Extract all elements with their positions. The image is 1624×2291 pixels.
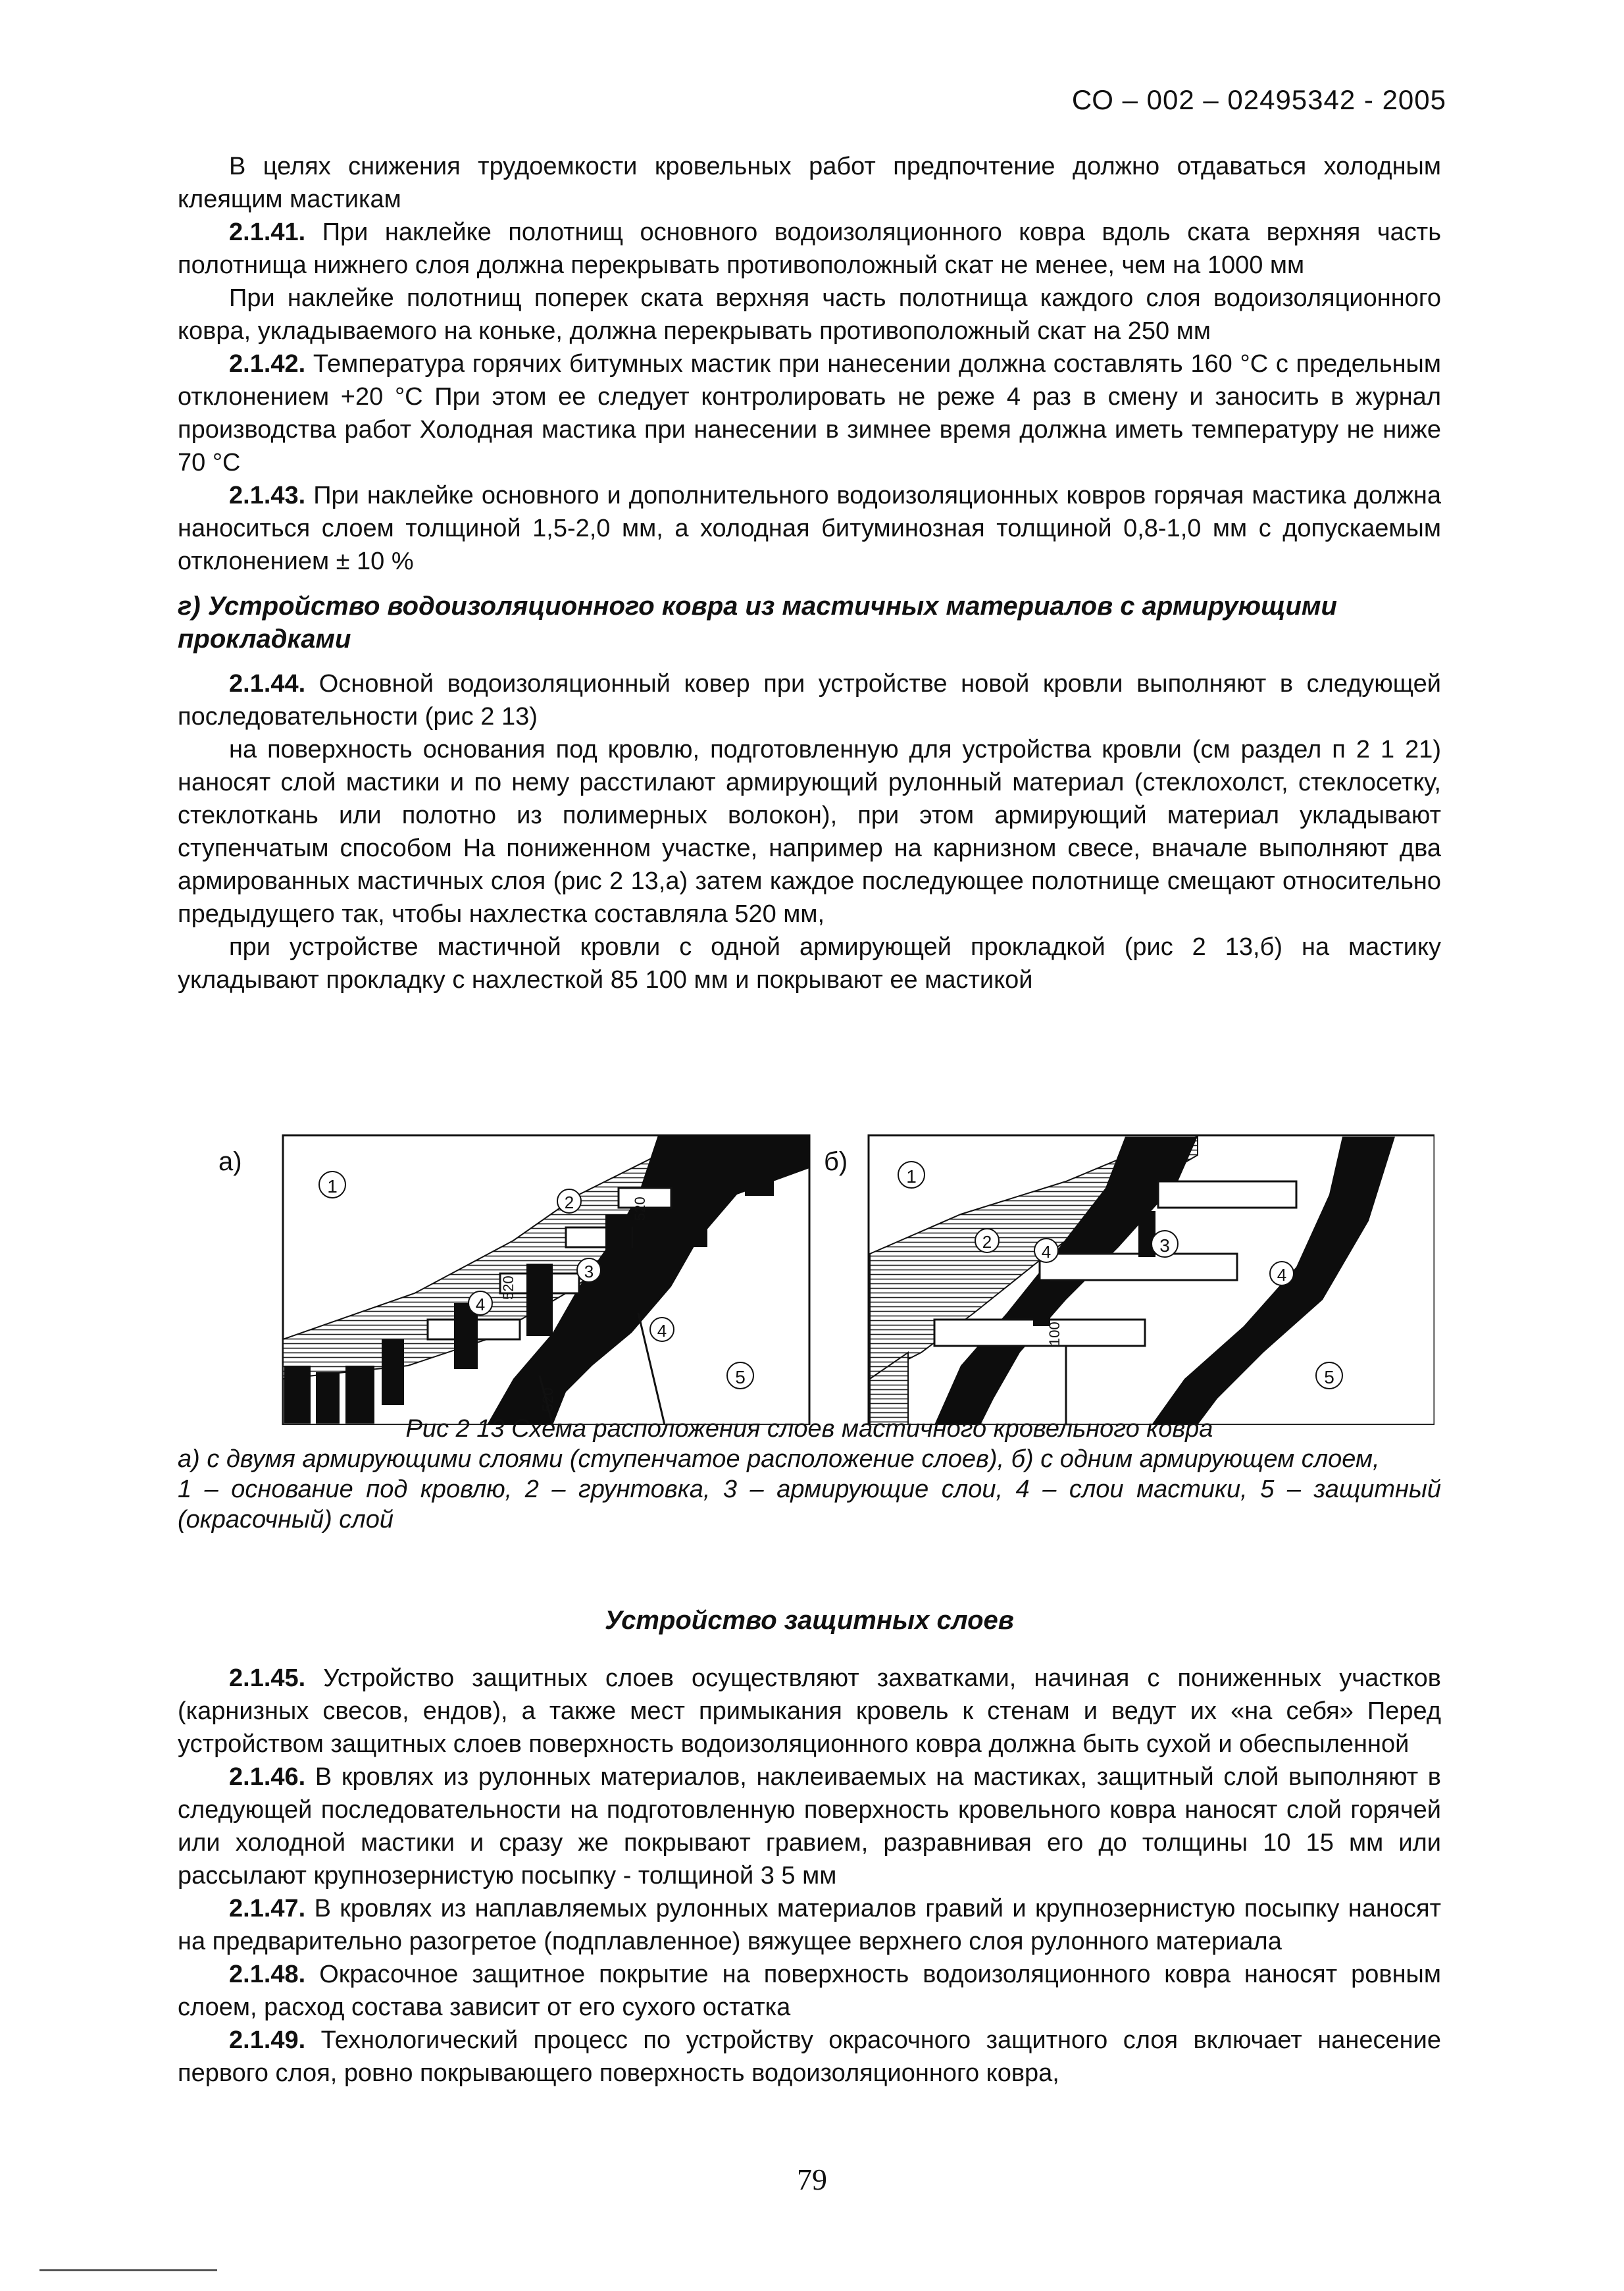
paragraph-2-1-49 — [178, 2024, 1441, 2090]
marker-2-b: 2 — [982, 1232, 992, 1252]
clause-number: 2.1.47. — [229, 1895, 306, 1922]
clause-number: 2.1.48. — [229, 1961, 306, 1988]
paragraph-2-1-42 — [178, 348, 1441, 479]
clause-text: Устройство защитных слоев осуществляют захватками, начиная с пониженных участков (карнизных свесов, ендов), а также мест примыкания кровель к стенам и ведут их «на себя» Перед устройством защитных слоев поверхность водоизоляционного ковра должна быть сухой и обеспыленной — [178, 1664, 1441, 1758]
clause-text: Окрасочное защитное покрытие на поверхность водоизоляционного ковра наносят ровным слоем, расход состава зависит от его сухого остатка — [178, 1961, 1441, 2021]
clause-number: 2.1.45. — [229, 1664, 306, 1692]
paragraph-2-1-41 — [178, 216, 1441, 282]
paragraph-intro: В целях снижения трудоемкости кровельных работ предпочтение должно отдаваться холодным клеящим мастикам — [178, 153, 1441, 213]
paragraph-2-1-45 — [178, 1662, 1441, 1761]
dimension-520-1: 520 — [632, 1197, 648, 1221]
clause-text: Технологический процесс по устройству окрасочного защитного слоя включает нанесение первого слоя, ровно покрывающего поверхность водоизоляционного ковра, — [178, 2026, 1441, 2087]
clause-number: 2.1.42. — [229, 350, 306, 378]
figure-caption — [178, 1414, 1441, 1535]
clause-number: 2.1.44. — [229, 670, 306, 698]
paragraph-2-1-43 — [178, 479, 1441, 578]
dimension-520-2: 520 — [500, 1275, 517, 1300]
body-text-upper — [178, 150, 1441, 996]
clause-text: Основной водоизоляционный ковер при устройстве новой кровли выполняют в следующей последовательности (рис 2 13) — [178, 670, 1441, 731]
caption-title: Рис 2 13 Схема расположения слоев мастичного кровельного ковра — [405, 1415, 1213, 1443]
clause-text: В кровлях из рулонных материалов, наклеиваемых на мастиках, защитный слой выполняют в следующей последовательности на подготовленную поверхность кровельного ковра наносят слой горячей или холодной мастики и сразу же покрывают гравием, разравнивая его до толщины 10 15 мм или рассылают крупнозернистую посыпку - толщиной 3 5 мм — [178, 1763, 1441, 1890]
paragraph-2-1-41-b: При наклейке полотнищ поперек ската верхняя часть полотнища каждого слоя водоизоляционного ковра, укладываемого на коньке, должна перекрывать противоположный скат на 250 мм — [178, 284, 1441, 345]
page-number: 79 — [797, 2163, 827, 2196]
roof-layers-diagram — [211, 1116, 1434, 1425]
marker-3-a: 3 — [584, 1262, 594, 1281]
document-number: СО – 002 – 02495342 - 2005 — [1071, 84, 1446, 115]
caption-line-1: а) с двумя армирующими слоями (ступенчатое расположение слоев), б) с одним армирующем слоем, — [178, 1445, 1380, 1473]
dimension-520-3: 520 — [540, 1387, 556, 1412]
marker-3-b: 3 — [1159, 1235, 1170, 1256]
marker-5-b: 5 — [1324, 1367, 1334, 1387]
clause-number: 2.1.43. — [229, 482, 306, 509]
figure-label-a: а) — [218, 1147, 242, 1176]
footer-rule — [39, 2269, 217, 2271]
marker-1-a: 1 — [327, 1176, 338, 1197]
marker-5-a: 5 — [735, 1367, 746, 1387]
paragraph-2-1-44-b: на поверхность основания под кровлю, подготовленную для устройства кровли (см раздел п 2 1 21) наносят слой мастики и по нему расстилают армирующий рулонный материал (стеклохолст, стеклосетку, стеклоткань или полотно из полимерных волокон), при этом армирующий материал укладывают ступенчатым способом На пониженном участке, например на карнизном свесе, вначале выполняют два армированных мастичных слоя (рис 2 13,а) затем каждое последующее полотнище смещают относительно предыдущего так, чтобы нахлестка составляла 520 мм, — [178, 736, 1441, 928]
caption-line-2: 1 – основание под кровлю, 2 – грунтовка, 3 – армирующие слои, 4 – слои мастики, 5 – защитный (окрасочный) слой — [178, 1476, 1441, 1533]
paragraph-2-1-46 — [178, 1761, 1441, 1892]
clause-text: Температура горячих битумных мастик при нанесении должна составлять 160 °С с предельным отклонением +20 °С При этом ее следует контролировать не реже 4 раз в смену и заносить в журнал производства работ Холодная мастика при нанесении в зимнее время должна иметь температуру не ниже 70 °С — [178, 350, 1441, 476]
figure-2-13 — [211, 1116, 1434, 1425]
paragraph-2-1-44-c: при устройстве мастичной кровли с одной армирующей прокладкой (рис 2 13,б) на мастику укладывают прокладку с нахлесткой 85 100 мм и покрывают ее мастикой — [178, 933, 1441, 994]
diagram-a — [283, 1135, 809, 1425]
marker-2-a: 2 — [564, 1193, 574, 1212]
paragraph-2-1-44 — [178, 667, 1441, 733]
body-text-lower — [178, 1662, 1441, 2090]
clause-number: 2.1.46. — [229, 1763, 306, 1791]
paragraph-2-1-47 — [178, 1892, 1441, 1958]
clause-text: При наклейке полотнищ основного водоизоляционного ковра вдоль ската верхняя часть полотнища нижнего слоя должна перекрывать противоположный скат не менее, чем на 1000 мм — [178, 219, 1441, 279]
clause-number: 2.1.41. — [229, 219, 306, 246]
marker-4-a: 4 — [475, 1295, 486, 1314]
paragraph-2-1-48 — [178, 1958, 1441, 2024]
diagram-b — [869, 1135, 1434, 1425]
marker-4-b: 4 — [1041, 1242, 1052, 1262]
clause-text: В кровлях из наплавляемых рулонных материалов гравий и крупнозернистую посыпку наносят на предварительно разогретое (подплавленное) вяжущее верхнего слоя рулонного материала — [178, 1895, 1441, 1955]
subsection-title: Устройство защитных слоев — [605, 1606, 1014, 1635]
dimension-100: 100 — [1046, 1322, 1063, 1346]
figure-label-b: б) — [824, 1147, 848, 1176]
section-title-g: г) Устройство водоизоляционного ковра из мастичных материалов с армирующими прокладками — [178, 592, 1337, 654]
marker-1-b: 1 — [906, 1166, 917, 1187]
marker-4-a2: 4 — [657, 1321, 667, 1341]
clause-text: При наклейке основного и дополнительного водоизоляционных ковров горячая мастика должна наноситься слоем толщиной 1,5-2,0 мм, а холодная битуминозная толщиной 0,8-1,0 мм с допускаемым отклонением ± 10 % — [178, 482, 1441, 575]
marker-4-b2: 4 — [1277, 1265, 1287, 1285]
clause-number: 2.1.49. — [229, 2026, 306, 2054]
